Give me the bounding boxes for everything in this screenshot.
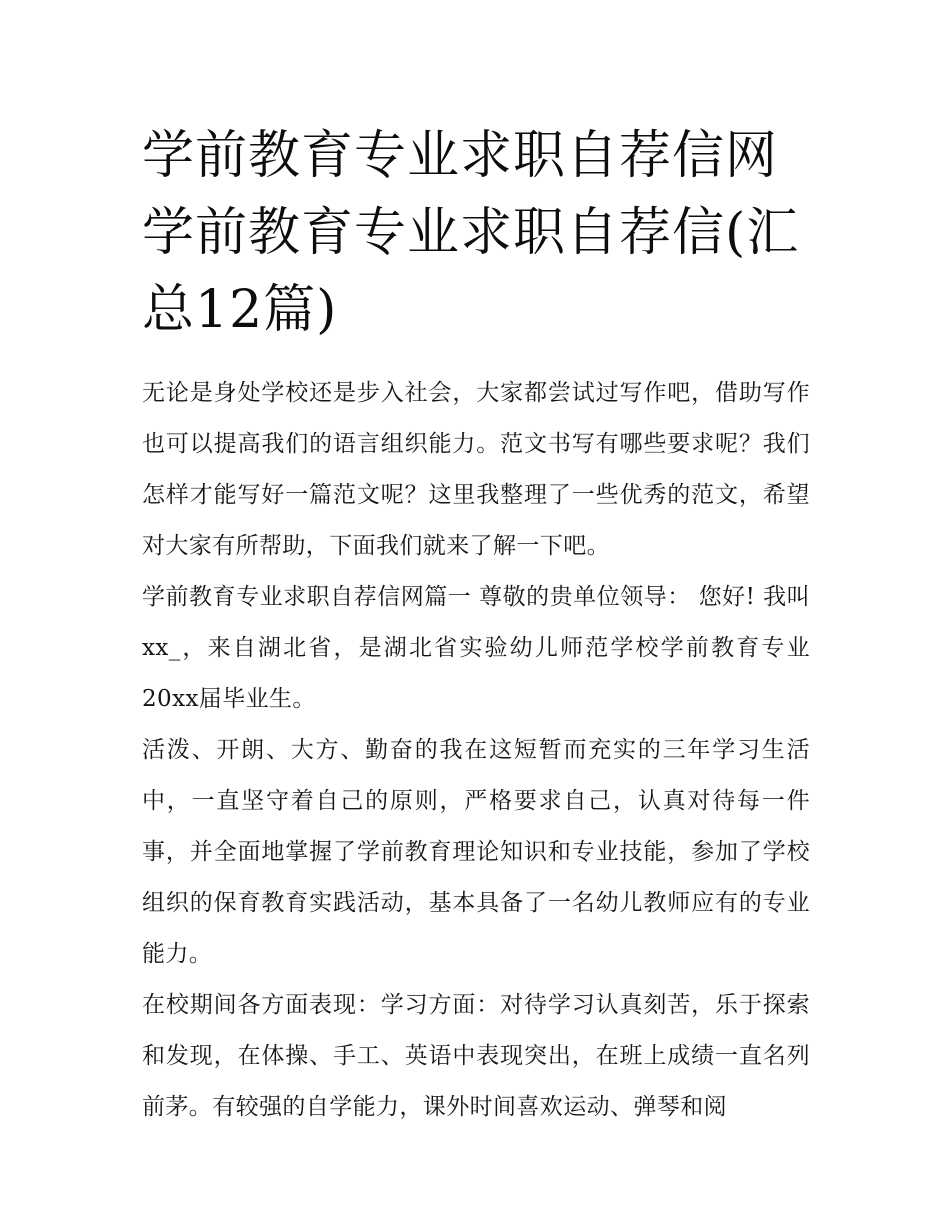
document-title: 学前教育专业求职自荐信网 学前教育专业求职自荐信(汇总12篇): [142, 126, 800, 340]
paragraph-school-performance: 在校期间各方面表现：学习方面：对待学习认真刻苦，乐于探索和发现，在体操、手工、英语中表现突出，在班上成绩一直名列前茅。有较强的自学能力，课外时间喜欢运动、弹琴和阅: [142, 992, 810, 1120]
paragraph-intro: 无论是身处学校还是步入社会，大家都尝试过写作吧，借助写作也可以提高我们的语言组织能力。范文书写有哪些要求呢？我们怎样才能写好一篇范文呢？这里我整理了一些优秀的范文，希望对大家有所帮助，下面我们就来了解一下吧。: [142, 380, 810, 559]
paragraph-self-description: 活泼、开朗、大方、勤奋的我在这短暂而充实的三年学习生活中，一直坚守着自己的原则，严格要求自己，认真对待每一件事，并全面地掌握了学前教育理论知识和专业技能，参加了学校组织的保育教育实践活动，基本具备了一名幼儿教师应有的专业能力。: [142, 737, 810, 967]
document-body: [142, 368, 810, 1133]
document-content: [142, 118, 810, 1133]
paragraph-greeting: 学前教育专业求职自荐信网篇一 尊敬的贵单位领导： 您好! 我叫xx_，来自湖北省，是湖北省实验幼儿师范学校学前教育专业20xx届毕业生。: [142, 584, 810, 712]
